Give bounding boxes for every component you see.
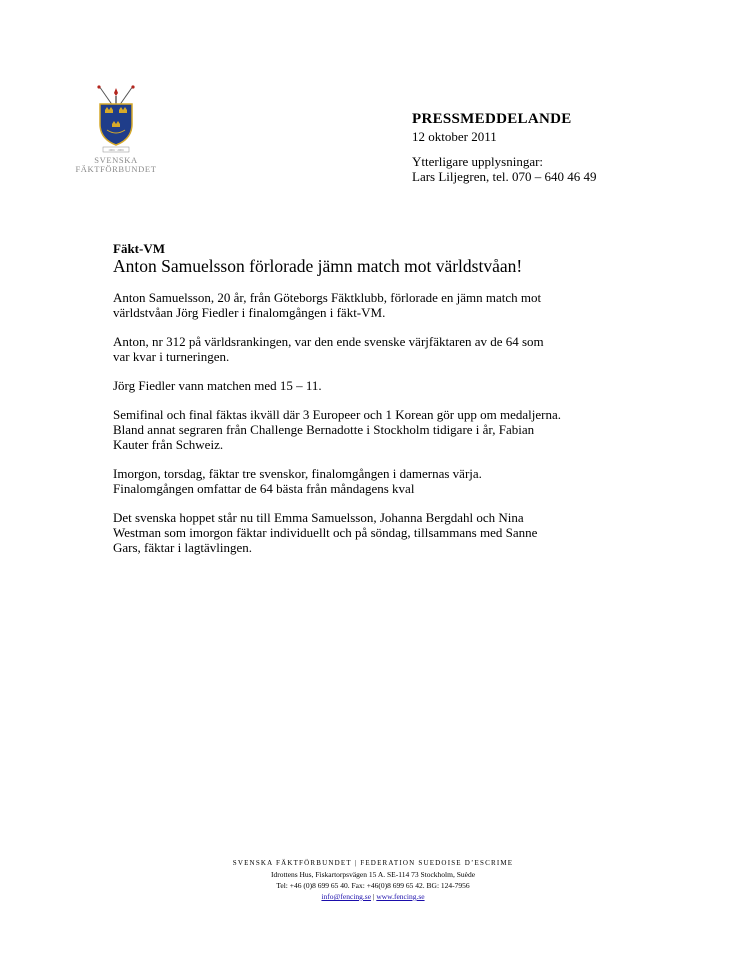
document-type-title: PRESSMEDDELANDE: [412, 111, 572, 127]
release-date: 12 oktober 2011: [412, 129, 497, 144]
link-separator: |: [371, 892, 377, 901]
article-paragraph: Imorgon, torsdag, fäktar tre svenskor, finalomgången i damernas värja. Finalomgången omfattar de 64 bästa från måndagens kval: [113, 466, 482, 496]
footer-links: [0, 891, 746, 902]
footer-phone: Tel: +46 (0)8 699 65 40. Fax: +46(0)8 699 65 42. BG: 124-7956: [276, 881, 470, 890]
contact-info: Lars Liljegren, tel. 070 – 640 46 49: [412, 169, 597, 184]
article-headline: Anton Samuelsson förlorade jämn match mot världstvåan!: [113, 256, 523, 276]
article-kicker: Fäkt-VM: [113, 241, 165, 256]
page-footer: [0, 858, 746, 902]
footer-organization: SVENSKA FÄKTFÖRBUNDET | FEDERATION SUEDOISE D’ESCRIME: [232, 859, 514, 867]
logo-line2: FÄKTFÖRBUNDET: [75, 164, 157, 174]
svg-text:1906 · 2006: 1906 · 2006: [108, 148, 124, 152]
crest-icon: [91, 84, 141, 156]
website-link[interactable]: www.fencing.se: [376, 892, 425, 901]
logo-line1: SVENSKA: [94, 155, 138, 165]
article-paragraph: Semifinal och final fäktas ikväll där 3 Europeer och 1 Korean gör upp om medaljerna. Bland annat segraren från Challenge Bernadotte i Stockholm tidigare i år, Fabian Kauter från Schweiz.: [113, 407, 561, 452]
article-paragraph: Jörg Fiedler vann matchen med 15 – 11.: [113, 378, 322, 393]
federation-logo: [74, 84, 158, 174]
article-paragraph: Det svenska hoppet står nu till Emma Samuelsson, Johanna Bergdahl och Nina Westman som imorgon fäktar individuellt och på söndag, tillsammans med Sanne Gars, fäktar i lagtävlingen.: [113, 510, 538, 555]
email-link[interactable]: info@fencing.se: [321, 892, 372, 901]
article: [113, 241, 653, 569]
press-header: [412, 110, 597, 184]
footer-address: Idrottens Hus, Fiskartorpsvägen 15 A. SE-114 73 Stockholm, Suède: [270, 870, 476, 879]
contact-label: Ytterligare upplysningar:: [412, 154, 544, 169]
article-paragraph: Anton, nr 312 på världsrankingen, var den ende svenske värjfäktaren av de 64 som var kvar i turneringen.: [113, 334, 544, 364]
article-paragraph: Anton Samuelsson, 20 år, från Göteborgs Fäktklubb, förlorade en jämn match mot världstvåan Jörg Fiedler i finalomgången i fäkt-VM.: [113, 290, 542, 320]
